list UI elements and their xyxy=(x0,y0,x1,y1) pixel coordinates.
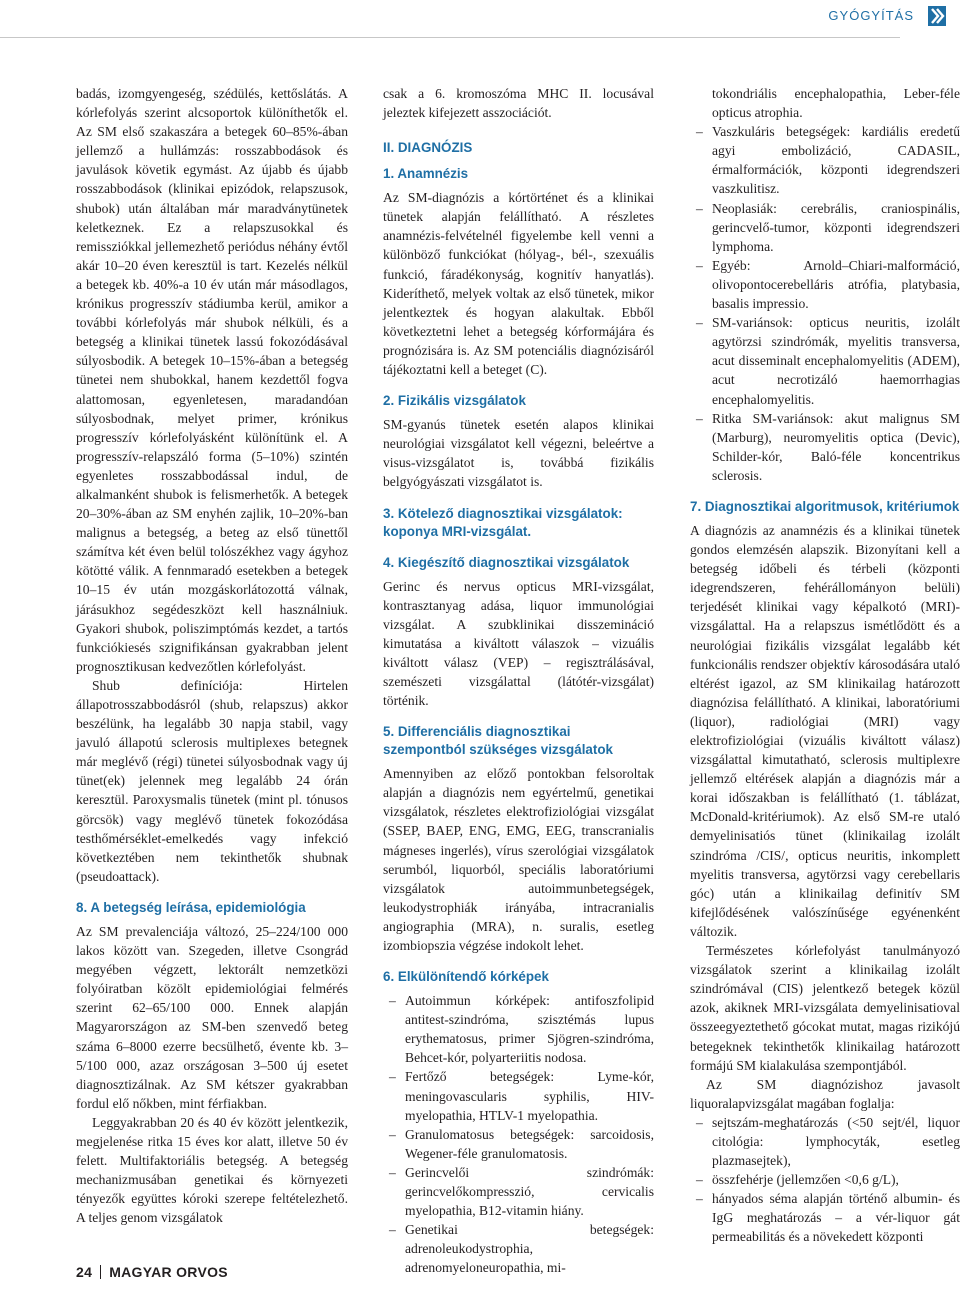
section-heading: 7. Diagnosztikai algoritmusok, kritériumok xyxy=(690,498,960,514)
footer-divider xyxy=(100,1265,101,1279)
paragraph: Leggyakrabban 20 és 40 év között jelentkezik, megjelenése ritka 15 éves kor alatt, illetve 50 év felett. Multifaktoriális betegség. A betegség mechanizmusában genetikai és környezeti tényezők együttes kóroki szerepe feltételezhető. A teljes genom vizsgálatok xyxy=(76,1114,348,1226)
list-item: – Egyéb: Arnold–Chiari-malformáció, olivopontocerebelláris atrófia, platybasia, basalis impressio. xyxy=(690,256,960,313)
page-footer xyxy=(76,1264,228,1280)
list-item: – Neoplasiák: cerebrális, craniospinális, gerincvelő-tumor, központi idegrendszeri lymphoma. xyxy=(690,199,960,256)
paragraph: Gerinc és nervus opticus MRI-vizsgálat, kontrasztanyag adása, liquor immunológiai vizsgálat. A szubklinikai disszemináció kimutatása a kiváltott válaszok – vizuális kiváltott válasz (VEP) – regisztrálásával, szemészeti vizsgálattal (látótér-vizsgálat) történik. xyxy=(383,578,654,709)
paragraph: SM-gyanús tünetek esetén alapos klinikai neurológiai vizsgálatot kell végezni, beleértve a visus-vizsgálatot is, továbbá fizikális belgyógyászati vizsgálatot is. xyxy=(383,417,654,490)
list-item: – sejtszám-meghatározás (<50 sejt/él, liquor citológia: lymphocyták, esetleg plazmasejtek), xyxy=(690,1113,960,1170)
list-item: – Ritka SM-variánsok: akut malignus SM (Marburg), neuromyelitis optica (Devic), Schilder-kór, Baló-féle koncentrikus sclerosis. xyxy=(690,409,960,485)
section-heading: 1. Anamnézis xyxy=(383,166,469,182)
column-3 xyxy=(690,84,960,1247)
list-item: – Fertőző betegségek: Lyme-kór, meningovascularis syphilis, HIV-myelopathia, HTLV-1 myelopathia. xyxy=(383,1067,654,1124)
column-1 xyxy=(76,84,348,1227)
list-item: – Gerincvelői szindrómák: gerincvelőkompresszió, cervicalis myelopathia, B12-vitamin hiány. xyxy=(383,1163,654,1220)
list-item: – Autoimmun kórképek: antifoszfolipid antitest-szindróma, szisztémás lupus erythematosus, primer Sjögren-szindróma, Behcet-kór, polyarteriitis nodosa. xyxy=(383,991,654,1067)
liquor-list xyxy=(690,1113,960,1247)
paragraph: tokondriális encephalopathia, Leber-féle opticus atrophia. xyxy=(712,86,960,121)
column-2 xyxy=(383,84,654,1278)
journal-name: MAGYAR ORVOS xyxy=(109,1264,228,1280)
page-number: 24 xyxy=(76,1264,93,1280)
section-heading: 8. A betegség leírása, epidemiológia xyxy=(76,899,306,915)
paragraph: badás, izomgyengeség, szédülés, kettőslátás. A kórlefolyás szerint alcsoportok különíthetők el. Az SM első szakaszára a betegek 60–85%-ában jellemző a hullámzás: rosszabbodások és javulások követik egymást. Az újabb és újabb rosszabbodások (klinikai epizódok, relapszusok, shubok) után általában már maradványtünetek keletkeznek. Ez a relapszusokkal és remissziókkal jellemezhető periódus néhány évtől akár 10–20 éven keresztül is tart. Kezelés nélkül a betegek kb. 40%-a 10 év után már másodlagos, krónikus progresszív stádiumba kerül, amikor a további kórlefolyás már shubok nélküli, és a betegség a klinikai tünetek lassú fokozódásával súlyosbodik. A betegek 10–15%-ában a betegség tünetei nem shubokkal, hanem kezdettől fogva alattomosan, egyenletesen, maradandóan súlyosbodnak, melyet primer, krónikus progresszív kórlefolyásként különítünk el. A progresszív-relapszáló forma (5–10%) szintén egyenletes rosszabbodással indul, de alkalmanként shubok is felismerhetők. A betegek 20–30%-ában az SM enyhén zajlik, 10–20%-ban malignus a betegség, a beteg az első tünettől számítva két éven belül tolószékhez vagy ágyhoz kötötté válik. A fennmaradó esetekben a betegek 10–15 év után mozgáskorlátozottá válnak, járásukhoz segédeszközt kell használniuk. Gyakori shubok, poliszimptómás kezdet, a tartós funkciókiesés szignifikánsan gyakrabban jelent prognosztikusan kedvezőtlen kórlefolyást. xyxy=(76,86,348,674)
paragraph: A diagnózis az anamnézis és a klinikai tünetek gondos elemzésén alapszik. Bizonyítani kell a betegség időbeli és térbeli (központi idegrendszeren, fehérállományon belüli) terjedését klinikai vagy képalkotó (MRI)-vizsgálattal. Ha a relapszus ismétlődött és a neurológiai fizikális vizsgálat legalább két funkcionális rendszer objektív károsodására utaló eltérést igazol, az SM klinikailag határozott diagnózisa felállítható. A klinikai, laboratóriumi (liquor), radiológiai (MRI) vagy elektrofiziológiai (vizuális kiváltott válasz) vizsgálattal kimutatható, sclerosis multiplexre jellemző eltérések alapján a diagnózis már a korai időszakban is felállítható (1. táblázat, McDonald-kritériumok). Az első SM-re utaló demyelinisatiós tünet (klinikailag izolált szindróma /CIS/, opticus neuritis, inkomplett myelitis transversa, agytörzsi vagy cerebellaris góc) után a klinikailag definitív SM kifejlődésének valószínűsége egyénenként változik. xyxy=(690,522,960,939)
list-item: – Vaszkuláris betegségek: kardiális eredetű agyi embolizáció, CADASIL, érmalformációk, központi idegrendszeri vaszkulitisz. xyxy=(690,122,960,198)
paragraph: Shub definíciója: Hirtelen állapotrosszabbodásról (shub, relapszus) akkor beszélünk, ha legalább 30 napja stabil, vagy javuló állapotú sclerosis multiplexes betegnek már meglévő (régi) tünetei súlyosbodnak vagy új tünet(ek) jelennek meg legalább 24 órán keresztül. Paroxysmalis tünetek (mint pl. tónusos görcsök) vagy meglévő tünetek fokozódása testhőmérséklet-emelkedés vagy infekció következtében nem tekinthetők shubnak (pseudoattack). xyxy=(76,677,348,884)
paragraph: Az SM-diagnózis a kórtörténet és a klinikai tünetek alapján felállítható. A részletes anamnézis-felvételnél figyelembe kell venni a különböző funkciókat (hólyag-, bél-, szexuális funkció, fáradékonyság, kognitív hanyatlás). Kideríthető, melyek voltak az első tünetek, mikor jelentkeztek és hogyan alakultak. Ebből következtetni lehet a betegség kórformájára és prognózisára is. Az SM potenciális diagnózisáról tájékoztatni kell a beteget (C). xyxy=(383,190,654,378)
list-item: – SM-variánsok: opticus neuritis, izolált agytörzsi szindrómák, myelitis transversa, acut disseminalt encephalomyelitis (ADEM), acut necrotizáló haemorrhagias encephalomyelitis. xyxy=(690,313,960,408)
differential-list xyxy=(383,991,654,1277)
header-rule xyxy=(0,37,900,38)
differential-list-continued xyxy=(690,122,960,485)
section-heading: 5. Differenciális diagnosztikai szempontból szükséges vizsgálatok xyxy=(383,724,613,758)
list-item: – hányados séma alapján történő albumin- és IgG meghatározás – a vér-liquor gát permeabilitás és a növekedett központi xyxy=(690,1189,960,1246)
page-header xyxy=(0,0,960,40)
paragraph: Amennyiben az előző pontokban felsoroltak alapján a diagnózis nem egyértelmű, genetikai vizsgálatok, részletes elektrofiziológiai vizsgálat (SSEP, BAEP, ENG, EMG, EEG, transcranialis mágneses ingerlés), vírus szerológiai vizsgálatok serumból, liquorból, speciális laboratóriumi vizsgálatok autoimmunbetegségek, leukodystrophiák irányába, intracranialis angiographia (MRA), n. suralis, esetleg izombiopszia végzése indokolt lehet. xyxy=(383,766,654,953)
section-heading: 6. Elkülönítendő kórképek xyxy=(383,969,549,985)
paragraph: csak a 6. kromoszóma MHC II. locusával jeleztek kifejezett asszociációt. xyxy=(383,86,654,121)
list-item: – összfehérje (jellemzően <0,6 g/L), xyxy=(690,1170,960,1189)
section-heading: 3. Kötelező diagnosztikai vizsgálatok: koponya MRI-vizsgálat. xyxy=(383,505,623,539)
section-heading: 2. Fizikális vizsgálatok xyxy=(383,393,526,409)
section-heading: 4. Kiegészítő diagnosztikai vizsgálatok xyxy=(383,554,630,570)
paragraph: Természetes kórlefolyást tanulmányozó vizsgálatok szerint a klinikailag izolált szindrómával (CIS) jelentkező betegek közül azok, akiknek MRI-vizsgálata demyelinisatioval összeegyeztethető gócokat mutat, magas rizikójú betegeknek tekinthetők klinikailag határozott formájú SM kialakulása szempontjából. xyxy=(690,943,960,1073)
chapter-heading: II. DIAGNÓZIS xyxy=(383,140,473,156)
list-item: – Granulomatosus betegségek: sarcoidosis, Wegener-féle granulomatosis. xyxy=(383,1125,654,1163)
paragraph: Az SM diagnózishoz javasolt liquoralapvizsgálat magában foglalja: xyxy=(690,1076,960,1111)
section-label: GYÓGYÍTÁS xyxy=(828,8,914,23)
chevron-right-icon xyxy=(928,6,946,26)
list-item: – Genetikai betegségek: adrenoleukodystrophia, adrenomyeloneuropathia, mi- xyxy=(383,1220,654,1277)
paragraph: Az SM prevalenciája változó, 25–224/100 000 lakos között van. Szegeden, illetve Csongrád megyében végzett, lektorált nemzetközi folyóiratban közölt epidemiológiai felmérés szerint 62–65/100 000. Ennek alapján Magyarországon az SM-ben szenvedő beteg száma 6–8000 ezerre becsülhető, évente kb. 3–5/100 000, azaz országosan 3–500 új esetet diagnosztizálnak. Az SM kétszer gyakrabban fordul elő nőkben, mint férfiakban. xyxy=(76,923,348,1111)
